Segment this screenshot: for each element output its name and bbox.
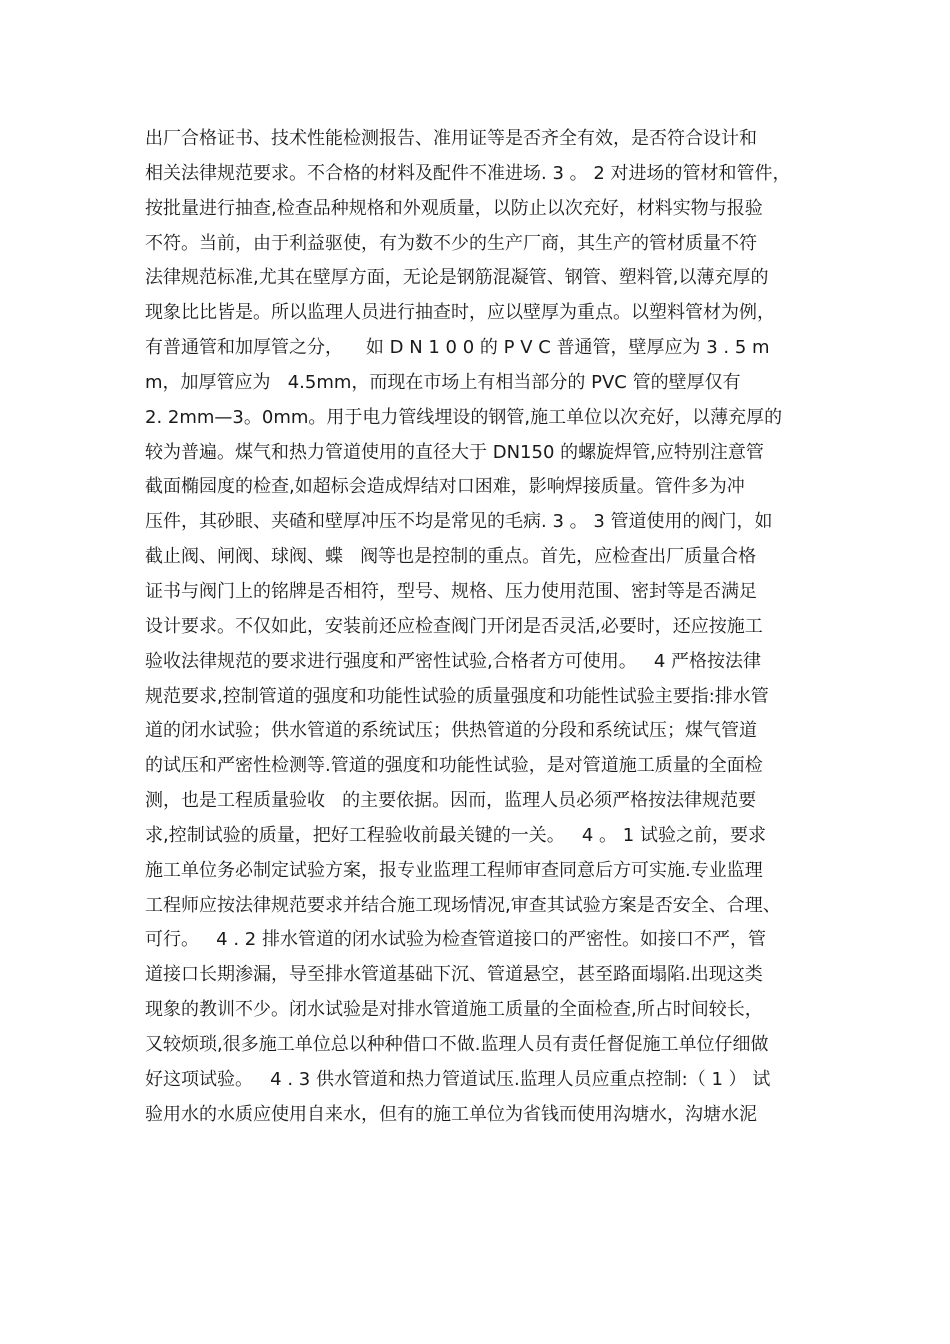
text-line: 好这项试验。 4 . 3 供水管道和热力管道试压.监理人员应重点控制:（ 1 ） 试 (145, 1068, 771, 1090)
text-line: 求,控制试验的质量，把好工程验收前最关键的一关。 4 。 1 试验之前，要求 (145, 824, 766, 846)
text-line: 可行。 4 . 2 排水管道的闭水试验为检查管道接口的严密性。如接口不严，管 (145, 929, 766, 951)
text-line: 的试压和严密性检测等.管道的强度和功能性试验，是对管道施工质量的全面检 (145, 755, 763, 777)
text-line: 现象比比皆是。所以监理人员进行抽查时，应以壁厚为重点。以塑料管材为例， (145, 302, 775, 324)
text-line: 2. 2mm—3。0mm。用于电力管线埋设的钢管,施工单位以次充好，以薄充厚的 (145, 406, 783, 428)
text-line: 出厂合格证书、技术性能检测报告、准用证等是否齐全有效，是否符合设计和 (145, 128, 757, 149)
body-text (145, 122, 825, 1132)
text-line: 规范要求,控制管道的强度和功能性试验的质量强度和功能性试验主要指:排水管 (145, 685, 769, 707)
text-line: 证书与阀门上的铭牌是否相符，型号、规格、压力使用范围、密封等是否满足 (145, 580, 757, 602)
text-line: 验收法律规范的要求进行强度和严密性试验,合格者方可使用。 4 严格按法律 (145, 650, 762, 672)
text-line: 施工单位务必制定试验方案，报专业监理工程师审查同意后方可实施.专业监理 (145, 859, 763, 881)
text-line: 现象的教训不少。闭水试验是对排水管道施工质量的全面检查,所占时间较长， (145, 999, 763, 1021)
text-line: 道的闭水试验；供水管道的系统试压；供热管道的分段和系统试压；煤气管道 (145, 720, 757, 742)
text-line: 又较烦琐,很多施工单位总以种种借口不做.监理人员有责任督促施工单位仔细做 (145, 1033, 769, 1055)
text-line: 不符。当前，由于利益驱使，有为数不少的生产厂商，其生产的管材质量不符 (145, 232, 757, 254)
text-line: 压件，其砂眼、夹碴和壁厚冲压不均是常见的毛病. 3 。 3 管道使用的阀门，如 (145, 511, 773, 533)
text-line: m，加厚管应为 4.5mm，而现在市场上有相当部分的 PVC 管的壁厚仅有 (145, 371, 741, 393)
text-line: 相关法律规范要求。不合格的材料及配件不准进场. 3 。 2 对进场的管材和管件， (145, 162, 791, 184)
text-line: 有普通管和加厚管之分， 如 D N 1 0 0 的 P V C 普通管，壁厚应为 3 . 5 m (145, 337, 770, 359)
text-line: 按批量进行抽查,检查品种规格和外观质量，以防止以次充好，材料实物与报验 (145, 197, 763, 219)
text-line: 测，也是工程质量验收 的主要依据。因而，监理人员必须严格按法律规范要 (145, 790, 757, 812)
text-line: 截面椭园度的检查,如超标会造成焊结对口困难，影响焊接质量。管件多为冲 (145, 476, 745, 498)
text-line: 法律规范标准,尤其在壁厚方面，无论是钢筋混凝管、钢管、塑料管,以薄充厚的 (145, 267, 769, 289)
text-line: 较为普遍。煤气和热力管道使用的直径大于 DN150 的螺旋焊管,应特别注意管 (145, 441, 764, 463)
text-line: 道接口长期渗漏，导至排水管道基础下沉、管道悬空，甚至路面塌陷.出现这类 (145, 964, 763, 986)
text-line: 验用水的水质应使用自来水，但有的施工单位为省钱而使用沟塘水，沟塘水泥 (145, 1103, 757, 1125)
text-line: 截止阀、闸阀、球阀、蝶 阀等也是控制的重点。首先，应检查出厂质量合格 (145, 546, 757, 568)
text-line: 工程师应按法律规范要求并结合施工现场情况,审查其试验方案是否安全、合理、 (145, 894, 781, 916)
text-line: 设计要求。不仅如此，安装前还应检查阀门开闭是否灵活,必要时，还应按施工 (145, 615, 763, 637)
